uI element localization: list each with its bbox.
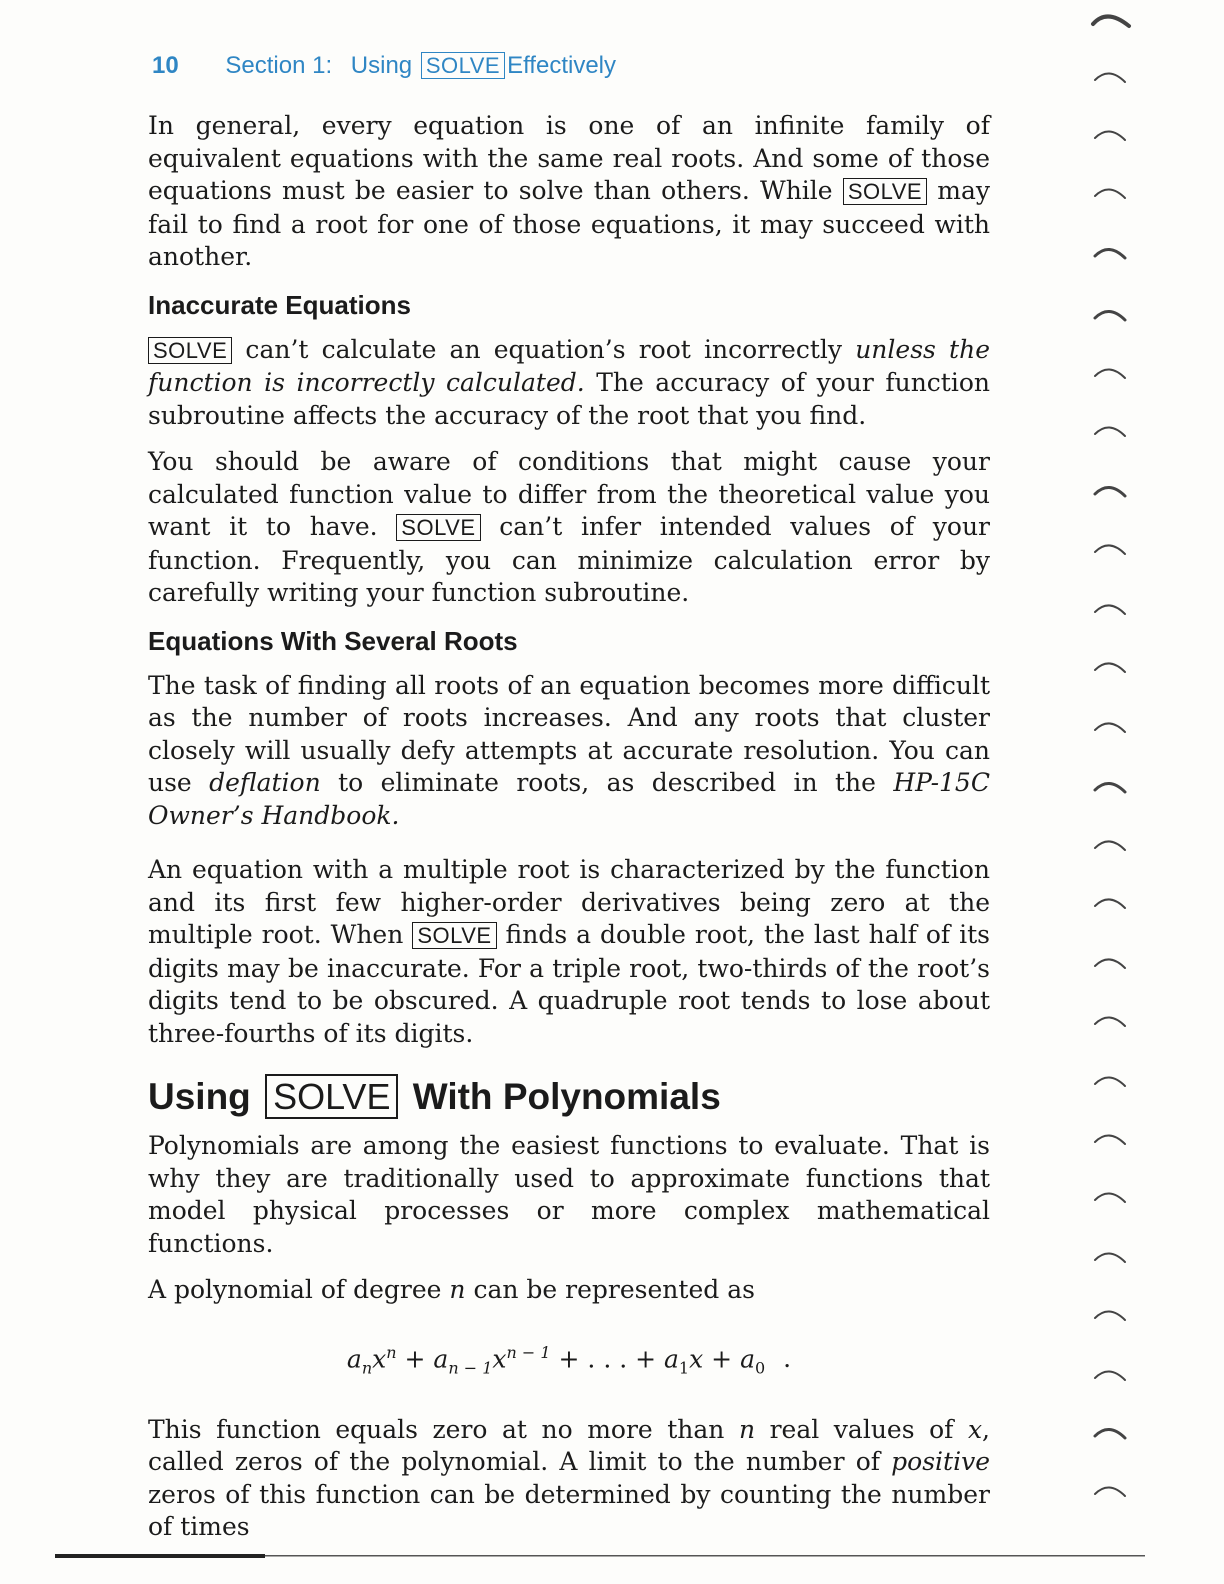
emphasis: positive (891, 1447, 990, 1477)
binding-hole (1095, 427, 1125, 436)
binding-hole (1095, 959, 1125, 968)
eq-op: + (635, 1343, 657, 1373)
heading-polynomials (148, 1074, 990, 1120)
text-run: , called zeros of the polynomial. A limit to the number of (148, 1414, 990, 1477)
binding-hole (1093, 16, 1129, 26)
eq-symbol: x (689, 1343, 704, 1373)
emphasis: unless the function is incorrectly calculated. (148, 334, 990, 397)
page-bottom-edge (55, 1552, 1145, 1558)
text-run: to eliminate roots, as described in the (320, 768, 894, 797)
eq-op: . . . (587, 1343, 628, 1373)
eq-symbol: x (492, 1343, 507, 1373)
binding-hole (1095, 487, 1125, 496)
binding-hole (1095, 605, 1125, 614)
binding-hole (1095, 663, 1125, 672)
binding-hole (1095, 899, 1125, 908)
polynomials-paragraph-1: Polynomials are among the easiest functions to evaluate. That is why they are traditionally used to approximate functions that model physical processes or more complex mathematical functions. (148, 1131, 990, 1258)
text-run: An equation with a multiple root is characterized by the function and its first few higher-order derivatives being zero at the multiple root. When (148, 855, 990, 949)
eq-op: . (783, 1343, 792, 1373)
binding-hole (1095, 1077, 1125, 1086)
polynomial-equation (148, 1335, 990, 1386)
heading-several-roots: Equations With Several Roots (148, 625, 518, 656)
inaccurate-paragraph-1 (148, 334, 990, 433)
binding-hole (1095, 1487, 1125, 1496)
eq-op: + (711, 1343, 733, 1373)
text-run: The task of finding all roots of an equation becomes more difficult as the number of roots increases. And any roots that cluster closely will usually defy attempts at accurate resolution. You can use (148, 670, 990, 797)
emphasis: HP-15C Owner’s Handbook. (148, 768, 990, 830)
text-run: can’t calculate an equation’s root incorrectly (232, 334, 856, 364)
binding-hole (1095, 1311, 1125, 1320)
eq-sub: 0 (754, 1357, 766, 1377)
header-using: Using (350, 52, 413, 79)
eq-op: + (404, 1343, 426, 1373)
solve-key: SOLVE (843, 178, 927, 205)
solve-key: SOLVE (412, 922, 496, 949)
text-run: may fail to find a root for one of those equations, it may succeed with another. (148, 176, 991, 271)
text-run: zeros of this function can be determined by counting the number of times (148, 1479, 990, 1542)
page-number: 10 (152, 52, 179, 79)
text-run: You should be aware of conditions that might cause your calculated function value to differ from the theoretical value you want it to have. (148, 447, 990, 541)
text-run: This function equals zero at no more than (148, 1414, 739, 1444)
eq-sub: n − 1 (448, 1357, 493, 1377)
binding-hole (1095, 189, 1125, 198)
variable: x (967, 1414, 983, 1444)
binding-hole (1095, 1253, 1125, 1262)
binding-hole (1095, 1135, 1125, 1144)
binding-hole (1095, 1193, 1125, 1202)
eq-symbol: a (664, 1343, 679, 1373)
text-run: With Polynomials (412, 1076, 721, 1117)
variable: n (449, 1275, 466, 1304)
binding-hole (1095, 545, 1125, 554)
polynomials-paragraph-3 (148, 1414, 990, 1544)
eq-sup: n (386, 1342, 397, 1362)
header-section: Section 1: (225, 52, 333, 79)
polynomials-paragraph-2 (148, 1274, 990, 1307)
binding-hole (1095, 1371, 1125, 1380)
binding-holes (1085, 0, 1145, 1584)
text-run: Using (148, 1076, 251, 1117)
eq-sub: 1 (678, 1357, 690, 1377)
eq-symbol: a (346, 1343, 362, 1373)
text-run: can’t infer intended values of your function. Frequently, you can minimize calculation error by carefully writing your function subroutine. (148, 512, 991, 607)
text-run: finds a double root, the last half of its digits may be inaccurate. For a triple root, two-thirds of the root’s digits tend to be obscured. A quadruple root tends to lose about three-fourths of its digits. (148, 920, 990, 1048)
eq-symbol: a (433, 1343, 449, 1373)
eq-symbol: a (740, 1343, 755, 1373)
binding-hole (1095, 73, 1125, 82)
binding-hole (1095, 1429, 1125, 1438)
solve-key: SOLVE (148, 337, 232, 364)
text-run: can be represented as (465, 1275, 755, 1304)
solve-key: SOLVE (265, 1074, 398, 1119)
heading-inaccurate-equations: Inaccurate Equations (148, 289, 411, 320)
binding-hole (1095, 1017, 1125, 1026)
running-header (152, 52, 616, 80)
several-roots-paragraph-2 (148, 854, 990, 1050)
intro-paragraph (148, 110, 990, 274)
emphasis: deflation (209, 768, 321, 797)
text-run: In general, every equation is one of an infinite family of equivalent equations with the same real roots. And some of those equations must be easier to solve than others. While (148, 111, 990, 205)
edge-shadow (55, 1554, 265, 1558)
binding-hole (1095, 131, 1125, 140)
text-run: The accuracy of your function subroutine affects the accuracy of the root that you find. (148, 368, 990, 430)
inaccurate-paragraph-2 (148, 446, 990, 610)
solve-key: SOLVE (396, 514, 480, 541)
binding-hole (1095, 841, 1125, 850)
binding-hole (1095, 723, 1125, 732)
header-solve-key: SOLVE (421, 52, 505, 79)
eq-op: + (558, 1343, 580, 1373)
edge-line (265, 1555, 1145, 1557)
page-body (148, 110, 990, 1558)
binding-hole (1095, 369, 1125, 378)
text-run: real values of (755, 1414, 968, 1444)
eq-symbol: x (372, 1343, 387, 1373)
header-effectively: Effectively (507, 52, 616, 79)
text-run: A polynomial of degree (148, 1275, 450, 1304)
binding-hole (1095, 783, 1125, 792)
binding-hole (1095, 311, 1125, 320)
eq-sup: n − 1 (506, 1342, 551, 1362)
eq-sub: n (361, 1357, 373, 1377)
variable: n (738, 1414, 756, 1444)
several-roots-paragraph-1 (148, 670, 990, 833)
binding-hole (1095, 249, 1125, 258)
